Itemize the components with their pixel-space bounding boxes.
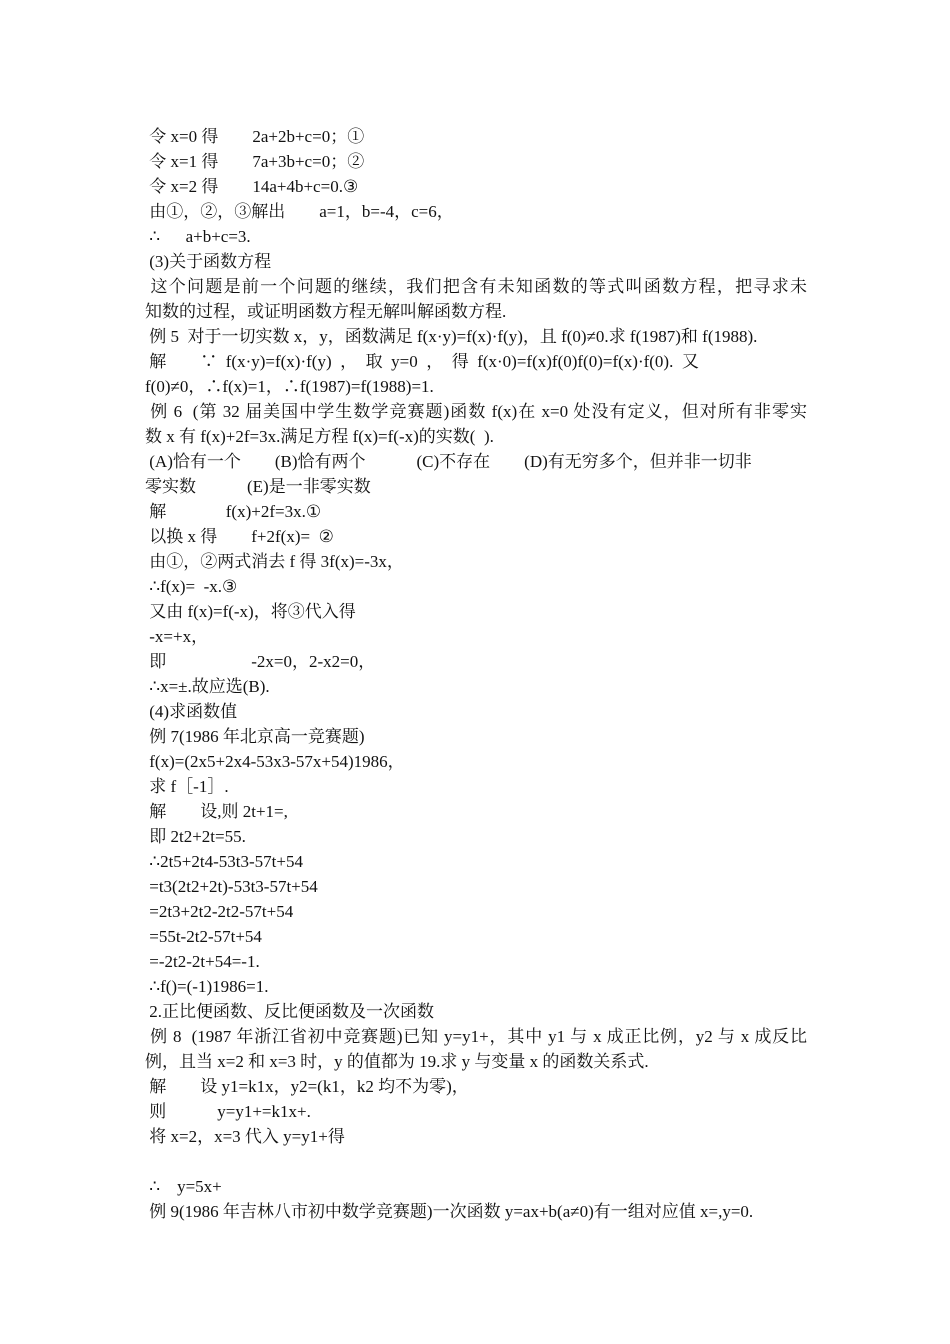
text-line: =t3(2t2+2t)-53t3-57t+54 <box>145 877 318 896</box>
text-line: 将 x=2，x=3 代入 y=y1+得 <box>145 1127 345 1146</box>
text-line: 则 y=y1+=k1x+. <box>145 1102 311 1121</box>
text-line: ∴f()=(-1)1986=1. <box>145 977 269 996</box>
text-line: 即 2t2+2t=55. <box>145 827 246 846</box>
text-line: 令 x=0 得 2a+2b+c=0；① <box>145 127 365 146</box>
text-line: 求 f［-1］. <box>145 777 229 796</box>
text-line: -x=+x， <box>145 627 209 646</box>
text-line: 解 设 y1=k1x，y2=(k1，k2 均不为零)， <box>145 1077 469 1096</box>
text-line: 例 5 对于一切实数 x，y，函数满足 f(x·y)=f(x)·f(y)，且 f(0)≠0.求 f(1987)和 f(1988). <box>145 327 758 346</box>
text-line: 由①，②，③解出 a=1，b=-4，c=6， <box>145 202 454 221</box>
text-line: 零实数 (E)是一非零实数 <box>145 477 371 496</box>
text-line: ∴f(x)= -x.③ <box>145 577 238 596</box>
text-line: =55t-2t2-57t+54 <box>145 927 262 946</box>
text-line: ∴ y=5x+ <box>145 1177 222 1196</box>
text-line: 即 -2x=0，2-x2=0， <box>145 652 376 671</box>
text-line: =2t3+2t2-2t2-57t+54 <box>145 902 294 921</box>
text-line: 例 7(1986 年北京高一竞赛题) <box>145 727 365 746</box>
text-line: 令 x=2 得 14a+4b+c=0.③ <box>145 177 359 196</box>
text-line: =-2t2-2t+54=-1. <box>145 952 260 971</box>
text-line: 例 9(1986 年吉林八市初中数学竞赛题)一次函数 y=ax+b(a≠0)有一组对应值 x=,y=0. <box>145 1202 754 1221</box>
text-line: 由①，②两式消去 f 得 3f(x)=-3x， <box>145 552 404 571</box>
text-line: ∴2t5+2t4-53t3-57t+54 <box>145 852 303 871</box>
text-line: ∴ a+b+c=3. <box>145 227 251 246</box>
text-line: 例，且当 x=2 和 x=3 时，y 的值都为 19.求 y 与变量 x 的函数关系式. <box>145 1052 649 1071</box>
text-line: f(0)≠0，∴f(x)=1，∴f(1987)=f(1988)=1. <box>145 377 434 396</box>
text-line: 解 f(x)+2f=3x.① <box>145 502 322 521</box>
section-heading: (3)关于函数方程 <box>145 252 272 271</box>
text-line: 例 6 (第 32 届美国中学生数学竞赛题)函数 f(x)在 x=0 处没有定义，但对所有非零实 <box>145 402 807 421</box>
text-line: 以换 x 得 f+2f(x)= ② <box>145 527 334 546</box>
text-line: f(x)=(2x5+2x4-53x3-57x+54)1986， <box>145 752 405 771</box>
text-line: 这个问题是前一个问题的继续，我们把含有未知函数的等式叫函数方程，把寻求未 <box>145 277 807 296</box>
text-line: 知数的过程，或证明函数方程无解叫解函数方程. <box>145 302 507 321</box>
text-line: 又由 f(x)=f(-x)，将③代入得 <box>145 602 356 621</box>
text-line: (A)恰有一个 (B)恰有两个 (C)不存在 (D)有无穷多个，但并非一切非 <box>145 452 752 471</box>
section-heading: 2.正比便函数、反比便函数及一次函数 <box>145 1002 434 1021</box>
text-line: 解 ∵ f(x·y)=f(x)·f(y) ， 取 y=0 ， 得 f(x·0)=f(x)f(0)f(0)=f(x)·f(0). 又 <box>145 352 699 371</box>
text-line: 解 设,则 2t+1=, <box>145 802 288 821</box>
text-line: 令 x=1 得 7a+3b+c=0；② <box>145 152 365 171</box>
section-heading: (4)求函数值 <box>145 702 238 721</box>
text-line: ∴x=±.故应选(B). <box>145 677 270 696</box>
text-line: 例 8 (1987 年浙江省初中竞赛题)已知 y=y1+，其中 y1 与 x 成正比例，y2 与 x 成反比 <box>145 1027 807 1046</box>
text-line: 数 x 有 f(x)+2f=3x.满足方程 f(x)=f(-x)的实数( ). <box>145 427 494 446</box>
